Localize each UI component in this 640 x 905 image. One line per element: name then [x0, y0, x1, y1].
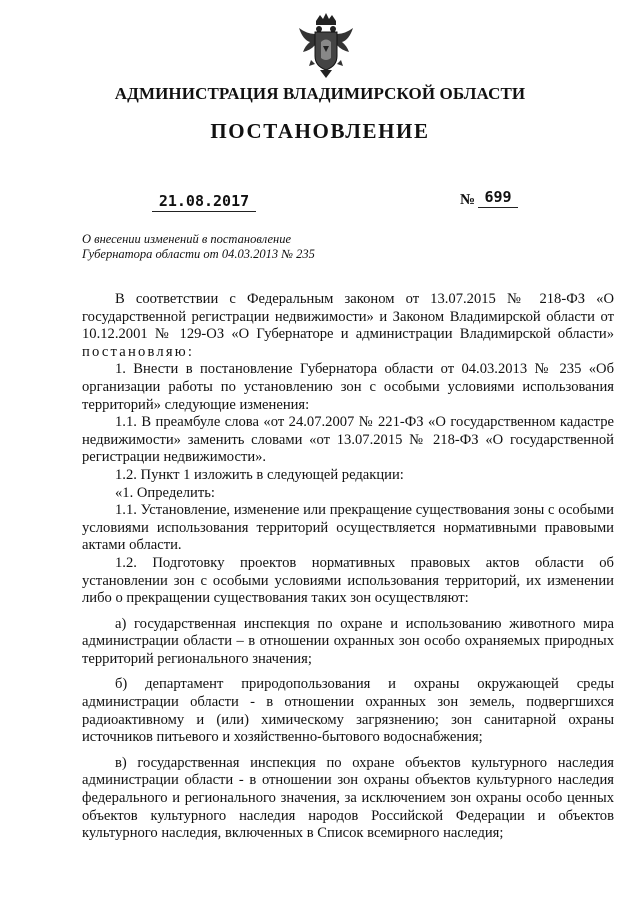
paragraph-text: В соответствии с Федеральным законом от 13.07.2015 № 218-ФЗ «О государственной регистрации недвижимости» и Законом Владимирской области от 10.12.2001 № 129-ОЗ «О Губернаторе и администрации Владимирской области» — [82, 291, 614, 343]
paragraph: 1.2. Подготовку проектов нормативных правовых актов области об установлении зон с особыми условиями использования территорий, их изменении либо о прекращении существования таких зон осуществляют: — [82, 554, 614, 607]
paragraph: а) государственная инспекция по охране и использованию животного мира администрации области – в отношении охранных зон особо охраняемых природных территорий регионального значения; — [82, 615, 614, 667]
paragraph: в) государственная инспекция по охране объектов культурного наследия администрации области - в отношении зон охраны объектов культурного наследия федерального и регионального значения, за исключением зон охраны особо ценных объектов культурного наследия народов Российской Федерации и объектов культурного наследия, включенных в Список всемирного наследия; — [82, 754, 614, 842]
document-date: 21.08.2017 — [152, 192, 256, 212]
subject-line: Губернатора области от 04.03.2013 № 235 — [82, 247, 315, 261]
document-type: ПОСТАНОВЛЕНИЕ — [210, 119, 430, 143]
paragraph: 1.2. Пункт 1 изложить в следующей редакции: — [115, 466, 404, 483]
coat-of-arms-icon — [297, 12, 355, 80]
paragraph: 1.1. В преамбуле слова «от 24.07.2007 № 221-ФЗ «О государственном кадастре недвижимости» заменить словами «от 13.07.2015 № 218-ФЗ «О государственной регистрации недвижимости». — [82, 414, 614, 466]
paragraph: б) департамент природопользования и охраны окружающей среды администрации области - в отношении охранных зон земель, подвергшихся радиоактивному и (или) химическому загрязнению; зон санитарной охраны источников питьевого и хозяйственно-бытового водоснабжения; — [82, 676, 614, 746]
number-label: № — [460, 192, 476, 208]
subject-line: О внесении изменений в постановление — [82, 232, 292, 246]
document-body — [82, 291, 614, 843]
paragraph: 1. Внести в постановление Губернатора области от 04.03.2013 № 235 «Об организации работы по установлению зон с особыми условиями использования территорий» следующие изменения: — [82, 361, 614, 413]
document-subject — [82, 232, 315, 262]
document-number: 699 — [478, 188, 518, 208]
paragraph — [82, 291, 614, 361]
decree-word: постановляю: — [82, 343, 195, 360]
paragraph: «1. Определить: — [115, 484, 215, 501]
paragraph: 1.1. Установление, изменение или прекращение существования зоны с особыми условиями использования территорий осуществляется нормативными правовыми актами области. — [82, 502, 614, 554]
organization-name: АДМИНИСТРАЦИЯ ВЛАДИМИРСКОЙ ОБЛАСТИ — [114, 84, 526, 103]
